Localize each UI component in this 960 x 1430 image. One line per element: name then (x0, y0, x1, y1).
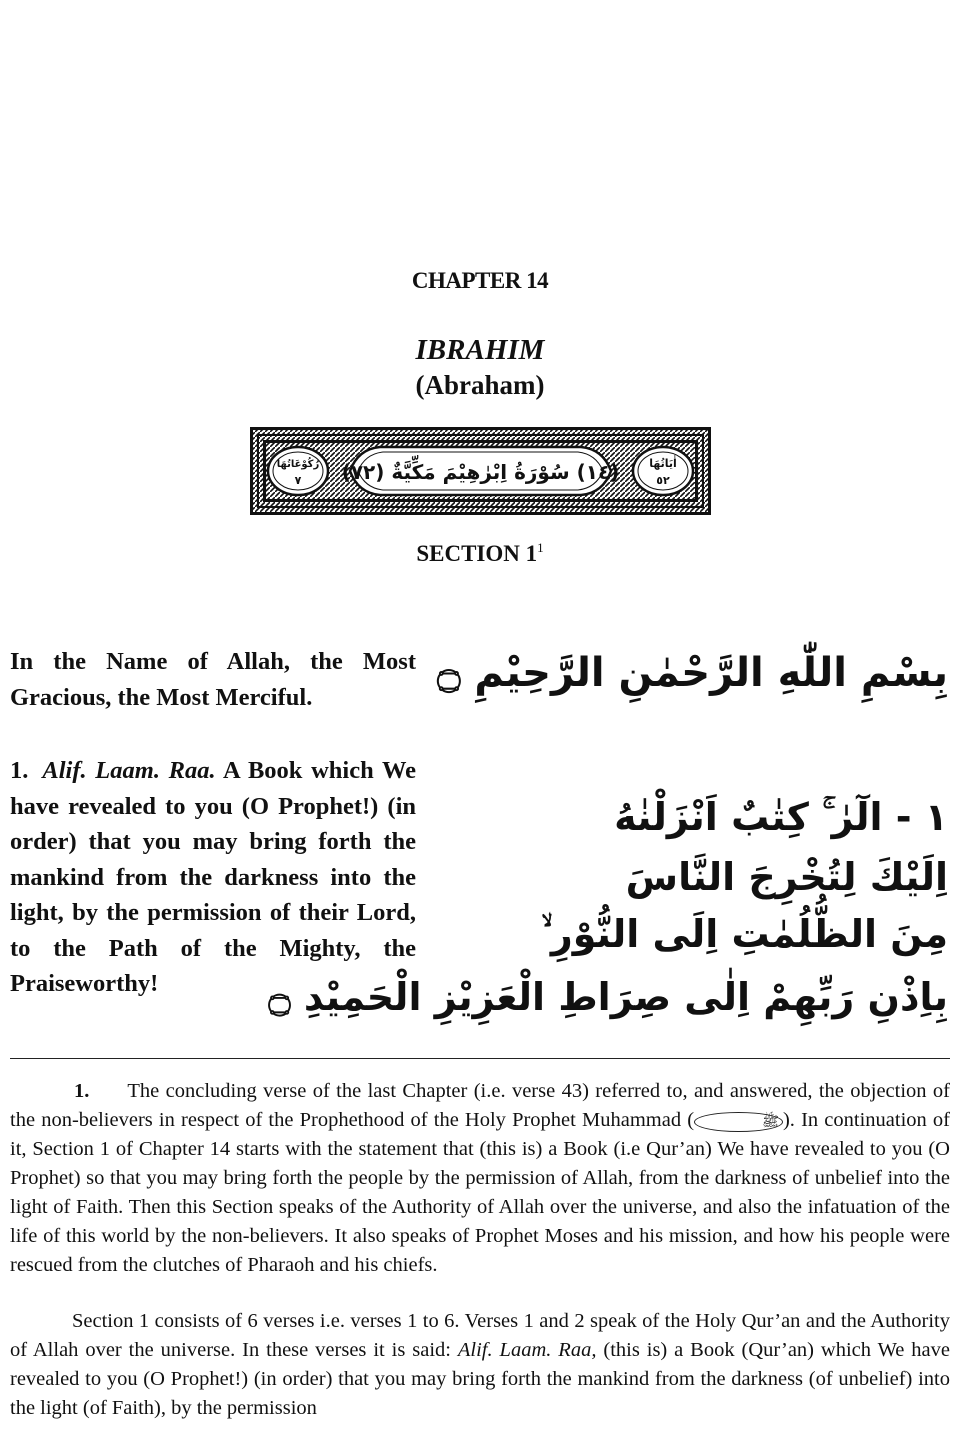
footnote-italic: Alif. Laam. Raa, (457, 1339, 597, 1361)
surah-name: IBRAHIM (415, 334, 545, 366)
footnote-text: The concluding verse of the last Chapter (i.e. verse 43) referred to, and answered, the objection of the non-believers in respect of the Prophethood of the Holy Prophet Muhammad ( (10, 1080, 950, 1131)
banner-left-medallion (268, 447, 328, 495)
verse-1-text: A Book which We have revealed to you (O Prophet!) (in order) that you may bring forth the mankind from the darkness into the light, by the permission of their Lord, to the Path of the Mighty, the Praiseworthy! (10, 757, 416, 997)
banner-verse-count-label: اٰيَاتُهَا (649, 457, 677, 470)
footnote-paragraph (10, 1307, 950, 1423)
verse-1-arabic-line: مِنَ الظُّلُمٰتِ اِلَى النُّوْرِ ۙ (541, 912, 948, 956)
bismillah-arabic: بِسْمِ اللّٰهِ الرَّحْمٰنِ الرَّحِيْمِ ۝ (437, 650, 948, 696)
verse-1-arabic-line: ١ - الٓرٰ ۚ كِتٰبٌ اَنْزَلْنٰهُ (614, 795, 948, 839)
verse-1-english (10, 753, 416, 1002)
section-footnote-ref[interactable]: 1 (537, 540, 544, 555)
banner-section-count-label: رُكُوْعَاتُهَا (276, 459, 320, 470)
banner-right-medallion (633, 447, 693, 495)
chapter-heading: CHAPTER 14 (411, 268, 549, 293)
surah-banner (250, 427, 711, 515)
verse-number: 1. (10, 757, 29, 784)
banner-section-count-value: ٧ (294, 474, 302, 487)
banner-verse-count-value: ٥٢ (656, 474, 670, 487)
banner-center-text: (١٤) سُوْرَةُ اِبْرٰهِيْمَ مَكِّيَّةٌ (٧٢) (341, 460, 620, 484)
footnote-text: ). In continuation of it, Section 1 of Chapter 14 starts with the statement that (this is) a Book (i.e Qur’an) We have revealed to you (O Prophet) so that you may bring forth the people by the permission of Allah, from the darkness of unbelief into the light of Faith. Then this Section speaks of the Authority of Allah over the universe, and also the infatuation of the life of this world by the non-believers. It also speaks of Prophet Moses and his mission, and how his people were rescued from the clutches of Pharaoh and his chiefs. (10, 1109, 950, 1276)
footnote-text: (this is) a Book (Qur’an) which We have revealed to you (O Prophet!) (in order) that you may bring forth the mankind from the darkness (of unbelief) into the light (of Faith), by the permission (10, 1339, 950, 1419)
section-label: SECTION 1 (416, 541, 538, 566)
surah-translation: (Abraham) (415, 370, 545, 400)
footnote-number: 1. (74, 1080, 90, 1102)
footnote-paragraph (10, 1077, 950, 1280)
bismillah-english: In the Name of Allah, the Most Gracious, the Most Merciful. (10, 648, 416, 711)
footnote-divider (10, 1058, 950, 1059)
verse-1-italic-opening: Alif. Laam. Raa. (42, 757, 216, 784)
verse-1-arabic-line: بِاِذْنِ رَبِّهِمْ اِلٰى صِرَاطِ الْعَزِيْزِ الْحَمِيْدِ ۝ (268, 975, 948, 1019)
section-heading (0, 540, 960, 567)
footnote-text: Section 1 consists of 6 verses i.e. verses 1 to 6. Verses 1 and 2 speak of the Holy Qur’an and the Authority of Allah over the universe. In these verses it is said: (10, 1310, 950, 1361)
verse-1-arabic-line: اِلَيْكَ لِتُخْرِجَ النَّاسَ (625, 855, 948, 899)
honorific-symbol: ﷺ (694, 1112, 783, 1132)
